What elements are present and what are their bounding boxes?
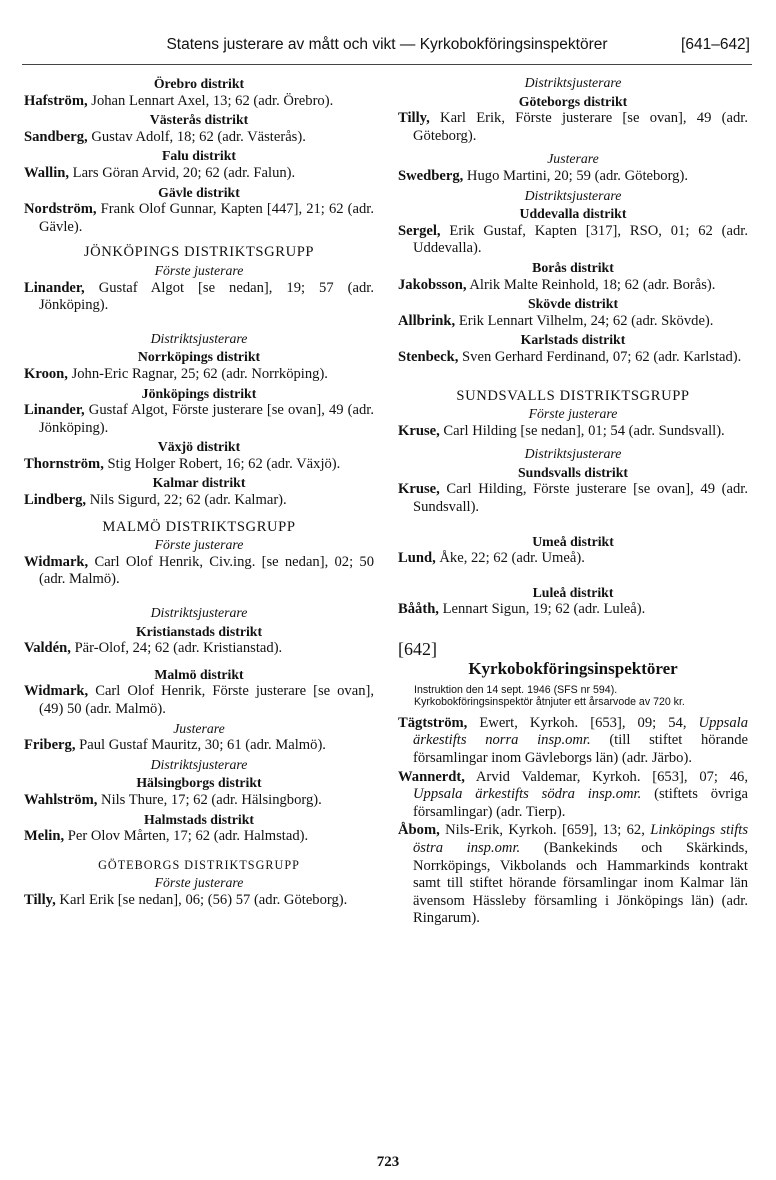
section-number: [642]: [398, 639, 437, 660]
district-heading: Gävle distrikt: [158, 184, 240, 200]
entry-text: Stig Holger Robert, 16; 62 (adr. Växjö).: [103, 455, 341, 472]
entry-district: Linköpings stifts östra insp.omr.: [413, 822, 748, 856]
entry-name: Sandberg,: [24, 128, 88, 145]
entry-text: Arvid Valdemar, Kyrkoh. [653], 07; 46,: [464, 768, 748, 785]
entry-text: John-Eric Ragnar, 25; 62 (adr. Norrköping).: [67, 365, 328, 382]
role-heading: Förste justerare: [154, 875, 244, 891]
entry: [24, 554, 374, 589]
group-heading: GÖTEBORGS DISTRIKTSGRUPP: [98, 857, 300, 872]
instruction-line: Kyrkobokföringsinspektör åtnjuter ett årsarvode av 720 kr.: [414, 696, 685, 709]
entry: [24, 201, 374, 236]
district-heading: Skövde distrikt: [527, 296, 619, 312]
entry-name: Wannerdt,: [398, 768, 465, 785]
entry-text: Nils Thure, 17; 62 (adr. Hälsingborg).: [97, 791, 322, 808]
entry: [398, 223, 748, 258]
entry-name: Kruse,: [398, 481, 440, 498]
left-column: [24, 74, 374, 911]
page-number: 723: [376, 1154, 400, 1170]
entry-name: Kruse,: [398, 422, 440, 439]
entry-name: Melin,: [24, 828, 65, 845]
entry-text: Frank Olof Gunnar, Kapten [447], 21; 62 (adr. Gävle).: [39, 201, 374, 235]
entry-name: Tilly,: [24, 891, 56, 908]
district-heading: Sundsvalls distrikt: [517, 464, 629, 480]
entry-name: Sergel,: [398, 222, 441, 239]
entry-name: Tilly,: [398, 110, 430, 127]
role-heading: Förste justerare: [528, 406, 618, 422]
entry-name: Hafström,: [24, 92, 88, 109]
entry-name: Linander,: [24, 402, 85, 419]
role-heading: Justerare: [547, 151, 599, 167]
entry-name: Widmark,: [24, 553, 89, 570]
entry-text: Gustaf Algot [se nedan], 19; 57 (adr. Jönköping).: [39, 279, 374, 314]
entry-name: Linander,: [24, 279, 85, 296]
role-heading: Förste justerare: [154, 262, 244, 278]
entry-name: Stenbeck,: [398, 348, 459, 365]
entry: [398, 715, 748, 768]
entry: [398, 423, 748, 441]
entry: [398, 277, 748, 295]
entry-text: Lars Göran Arvid, 20; 62 (adr. Falun).: [69, 164, 296, 181]
entry: [24, 683, 374, 718]
district-heading: Borås distrikt: [532, 259, 614, 275]
entry-name: Kroon,: [24, 365, 68, 382]
entry-name: Wahlström,: [24, 791, 98, 808]
entry: [24, 129, 374, 147]
group-heading: JÖNKÖPINGS DISTRIKTSGRUPP: [83, 244, 315, 261]
role-heading: Distriktsjusterare: [524, 187, 622, 203]
district-heading: Luleå distrikt: [532, 584, 614, 600]
district-heading: Malmö distrikt: [154, 666, 244, 682]
entry-text: Lennart Sigun, 19; 62 (adr. Luleå).: [438, 601, 646, 618]
instruction-line: Instruktion den 14 sept. 1946 (SFS nr 594).: [414, 683, 618, 696]
entry-name: Åbom,: [398, 822, 440, 839]
entry-text: Johan Lennart Axel, 13; 62 (adr. Örebro).: [87, 92, 334, 109]
entry: [24, 737, 374, 755]
entry: [24, 93, 374, 111]
entry-text: Nils-Erik, Kyrkoh. [659], 13; 62,: [439, 822, 651, 839]
district-heading: Halmstads distrikt: [143, 811, 254, 827]
role-heading: Distriktsjusterare: [524, 75, 622, 90]
entry-name: Valdén,: [24, 640, 71, 657]
entry-name: Friberg,: [24, 737, 76, 754]
entry: [24, 828, 374, 846]
entry: [24, 456, 374, 474]
entry: [398, 550, 748, 568]
entry: [24, 640, 374, 658]
entry-text: Åke, 22; 62 (adr. Umeå).: [435, 550, 585, 567]
district-heading: Göteborgs distrikt: [518, 93, 628, 109]
entry: [24, 165, 374, 183]
entry-text: (Bankekinds och Skärkinds, Norrköpings, Vikbolands och Hammarkinds kontrakt samt till stiftet hörande församlingar inom Kalmar län ävensom Hässleby församling i Jönköpings län) (adr. Ringarum).: [413, 839, 748, 927]
entry-text: Karl Erik [se nedan], 06; (56) 57 (adr. Göteborg).: [55, 891, 348, 908]
district-heading: Kalmar distrikt: [152, 475, 246, 491]
entry-name: Wallin,: [24, 164, 70, 181]
entry: [24, 792, 374, 810]
district-heading: Karlstads distrikt: [520, 332, 626, 348]
district-heading: Hälsingborgs distrikt: [136, 775, 262, 791]
entry-text: (till stiftet hörande församlingar inom Gävleborgs län) (adr. Järbo).: [413, 732, 748, 766]
role-heading: Distriktsjusterare: [150, 330, 248, 346]
group-heading: SUNDSVALLS DISTRIKTSGRUPP: [456, 387, 690, 404]
entry-text: Paul Gustaf Mauritz, 30; 61 (adr. Malmö).: [75, 737, 326, 754]
entry: [398, 769, 748, 822]
entry: [398, 349, 748, 367]
district-heading: Växjö distrikt: [157, 439, 241, 455]
header-pages: [641–642]: [681, 36, 750, 53]
entry: [398, 110, 748, 145]
entry-text: Alrik Malte Reinhold, 18; 62 (adr. Borås).: [466, 276, 716, 293]
entry-text: Nils Sigurd, 22; 62 (adr. Kalmar).: [86, 492, 287, 509]
district-heading: Jönköpings distrikt: [141, 385, 257, 401]
entry-text: Carl Olof Henrik, Civ.ing. [se nedan], 02; 50 (adr. Malmö).: [39, 553, 374, 588]
entry-name: Bååth,: [398, 601, 439, 618]
role-heading: Distriktsjusterare: [150, 605, 248, 621]
entry-text: Hugo Martini, 20; 59 (adr. Göteborg).: [463, 167, 688, 184]
district-heading: Uddevalla distrikt: [519, 206, 627, 222]
role-heading: Distriktsjusterare: [524, 446, 622, 462]
district-heading: Västerås distrikt: [149, 112, 249, 128]
instruction-note: [414, 684, 748, 709]
entry-district: Uppsala ärkestifts norra insp.omr.: [413, 714, 748, 749]
entry-name: Widmark,: [24, 683, 89, 700]
entry-text: Erik Lennart Vilhelm, 24; 62 (adr. Skövde).: [455, 312, 714, 329]
entry-text: Ewert, Kyrkoh. [653], 09; 54,: [467, 714, 699, 731]
entry-text: Gustav Adolf, 18; 62 (adr. Västerås).: [87, 128, 306, 145]
running-header: [22, 30, 752, 65]
district-heading: Norrköpings distrikt: [137, 349, 261, 365]
entry-text: Carl Hilding, Förste justerare [se ovan], 49 (adr. Sundsvall).: [413, 481, 748, 516]
entry-text: Carl Hilding [se nedan], 01; 54 (adr. Sundsvall).: [439, 422, 725, 439]
entry-text: Erik Gustaf, Kapten [317], RSO, 01; 62 (adr. Uddevalla).: [413, 222, 748, 257]
entry-text: Karl Erik, Förste justerare [se ovan], 49 (adr. Göteborg).: [413, 110, 748, 144]
entry-name: Tägtström,: [398, 714, 468, 731]
entry-name: Allbrink,: [398, 312, 456, 329]
entry-text: Per Olov Mårten, 17; 62 (adr. Halmstad).: [64, 828, 309, 845]
entry-district: Uppsala ärkestifts södra insp.omr.: [413, 786, 642, 803]
entry-name: Swedberg,: [398, 167, 464, 184]
group-heading: MALMÖ DISTRIKTSGRUPP: [102, 518, 296, 535]
entry-text: Sven Gerhard Ferdinand, 07; 62 (adr. Karlstad).: [458, 348, 742, 365]
district-heading: Falu distrikt: [162, 148, 236, 164]
section-title: Kyrkobokföringsinspektörer: [468, 659, 678, 679]
entry: [24, 366, 374, 384]
entry: [398, 601, 748, 619]
entry: [398, 481, 748, 516]
entry-name: Lindberg,: [24, 492, 87, 509]
right-column: [398, 74, 748, 929]
entry: [398, 313, 748, 331]
role-heading: Justerare: [173, 720, 225, 736]
district-heading: Örebro distrikt: [153, 76, 245, 91]
district-heading: Kristianstads distrikt: [135, 623, 263, 639]
role-heading: Förste justerare: [154, 537, 244, 553]
header-title: Statens justerare av mått och vikt — Kyrkobokföringsinspektörer: [166, 36, 608, 53]
entry: [24, 892, 374, 910]
entry-name: Nordström,: [24, 201, 97, 218]
entry: [398, 822, 748, 928]
entry: [398, 168, 748, 186]
entry-text: Pär-Olof, 24; 62 (adr. Kristianstad).: [70, 640, 283, 657]
entry-name: Jakobsson,: [398, 276, 467, 293]
entry-text: (stiftets övriga församlingar) (adr. Tierp).: [413, 786, 749, 820]
entry-text: Carl Olof Henrik, Förste justerare [se ovan], (49) 50 (adr. Malmö).: [39, 683, 374, 717]
entry: [24, 280, 374, 315]
district-heading: Umeå distrikt: [532, 533, 614, 549]
entry-name: Lund,: [398, 550, 436, 567]
role-heading: Distriktsjusterare: [150, 756, 248, 772]
entry: [24, 492, 374, 510]
entry-text: Gustaf Algot, Förste justerare [se ovan], 49 (adr. Jönköping).: [39, 402, 374, 436]
entry: [24, 402, 374, 437]
entry-name: Thornström,: [24, 455, 104, 472]
